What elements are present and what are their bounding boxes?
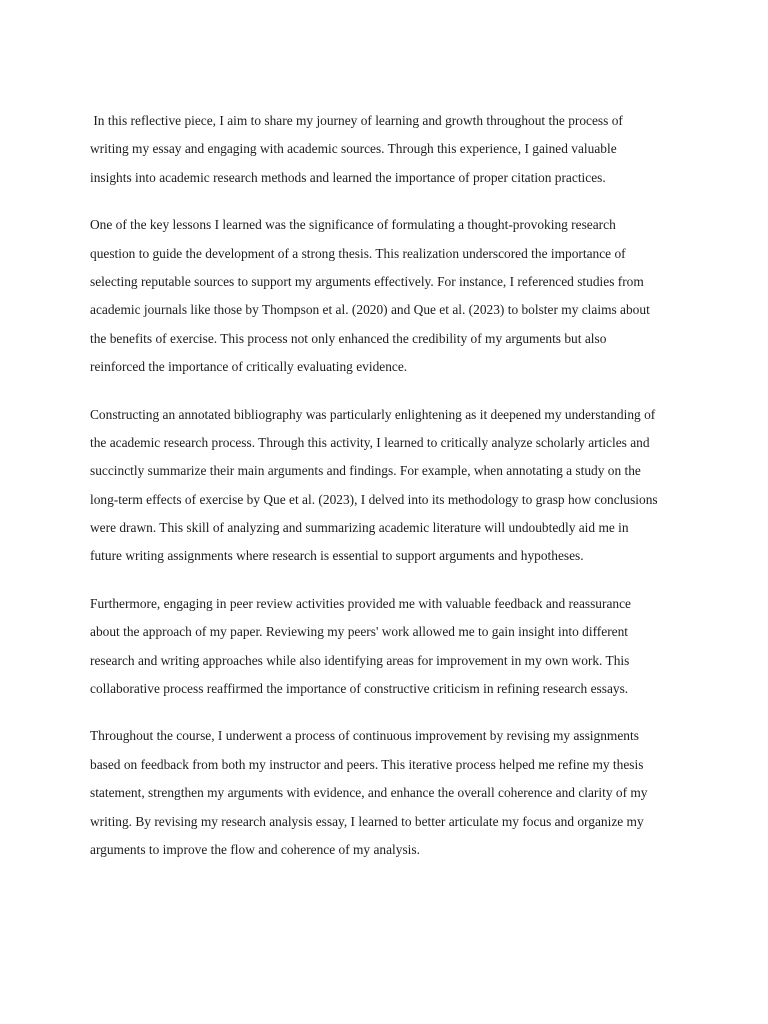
- text-line: the academic research process. Through this activity, I learned to critically analyze scholarly articles and: [90, 434, 650, 450]
- text-line: about the approach of my paper. Reviewing my peers' work allowed me to gain insight into different: [90, 624, 629, 640]
- paragraph-peer-review: [90, 590, 680, 704]
- text-line: future writing assignments where research is essential to support arguments and hypotheses.: [90, 548, 584, 564]
- text-line: Throughout the course, I underwent a process of continuous improvement by revising my assignments: [90, 728, 639, 744]
- text-line: question to guide the development of a strong thesis. This realization underscored the importance of: [90, 245, 626, 261]
- text-line: research and writing approaches while also identifying areas for improvement in my own work. This: [90, 652, 630, 668]
- text-line: Furthermore, engaging in peer review activities provided me with valuable feedback and reassurance: [90, 595, 631, 611]
- text-line: based on feedback from both my instructor and peers. This iterative process helped me refine my thesis: [90, 756, 644, 772]
- paragraph-continuous-improvement: [90, 722, 680, 864]
- text-line: insights into academic research methods and learned the importance of proper citation practices.: [90, 169, 606, 185]
- paragraph-intro: [90, 107, 680, 192]
- text-line: reinforced the importance of critically evaluating evidence.: [90, 359, 408, 375]
- text-line: In this reflective piece, I aim to share my journey of learning and growth throughout the process of: [90, 113, 623, 128]
- text-line: arguments to improve the flow and coherence of my analysis.: [90, 841, 420, 857]
- text-line: the benefits of exercise. This process not only enhanced the credibility of my arguments but also: [90, 330, 607, 346]
- paragraph-annotated-bibliography: [90, 401, 680, 571]
- text-line: selecting reputable sources to support my arguments effectively. For instance, I referenced studies from: [90, 273, 644, 289]
- document-body: [90, 107, 680, 883]
- text-line: collaborative process reaffirmed the importance of constructive criticism in refining research essays.: [90, 681, 629, 697]
- text-line: were drawn. This skill of analyzing and summarizing academic literature will undoubtedly aid me in: [90, 520, 629, 536]
- text-line: statement, strengthen my arguments with evidence, and enhance the overall coherence and clarity of my: [90, 785, 648, 801]
- text-line: writing. By revising my research analysis essay, I learned to better articulate my focus and organize my: [90, 813, 644, 829]
- paragraph-key-lessons: [90, 211, 680, 381]
- text-line: writing my essay and engaging with academic sources. Through this experience, I gained valuable: [90, 141, 617, 157]
- text-line: academic journals like those by Thompson et al. (2020) and Que et al. (2023) to bolster my claims about: [90, 302, 650, 318]
- text-line: Constructing an annotated bibliography was particularly enlightening as it deepened my understanding of: [90, 406, 656, 422]
- text-line: One of the key lessons I learned was the significance of formulating a thought-provoking research: [90, 217, 616, 233]
- text-line: long-term effects of exercise by Que et al. (2023), I delved into its methodology to grasp how conclusions: [90, 491, 658, 507]
- text-line: succinctly summarize their main arguments and findings. For example, when annotating a study on the: [90, 463, 641, 479]
